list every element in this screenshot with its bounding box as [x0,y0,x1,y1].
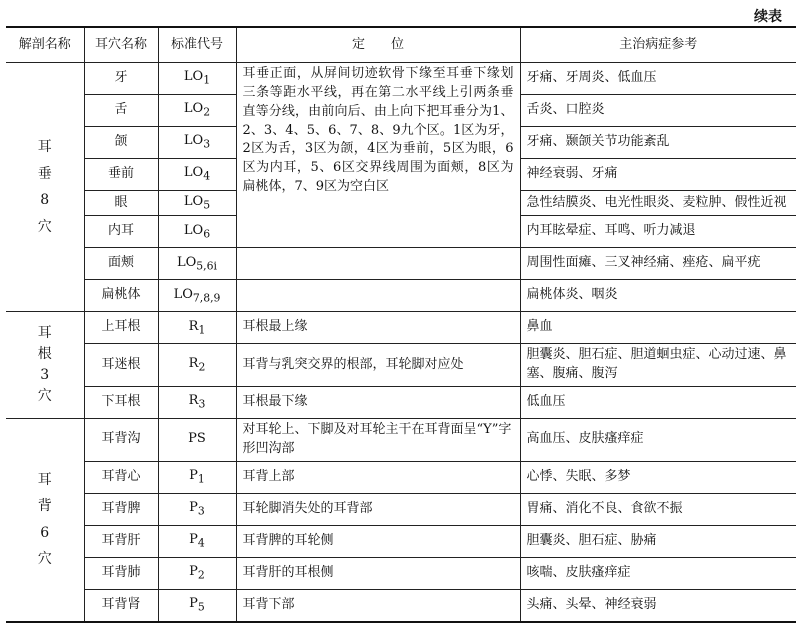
header-row [6,27,796,63]
table-row [6,461,796,493]
point-code: $R_2$ [158,344,236,387]
point-code: $R_1$ [158,312,236,344]
indication: 内耳眩晕症、耳鸣、听力减退 [520,216,796,248]
indication: 扁桃体炎、咽炎 [520,280,796,312]
point-code: $P_1$ [158,461,236,493]
point-name: 耳迷根 [84,344,158,387]
point-code: $LO_2$ [158,95,236,127]
header-location: 定 位 [236,27,520,63]
indication: 急性结膜炎、电光性眼炎、麦粒肿、假性近视 [520,191,796,216]
point-name: 颌 [84,127,158,159]
point-code: PS [158,418,236,461]
location-empty [236,248,520,280]
table-row [6,557,796,589]
location: 耳背上部 [236,461,520,493]
point-code: $LO_{7,8,9}$ [158,280,236,312]
point-code: $P_2$ [158,557,236,589]
ear-acupoint-table [6,26,796,623]
indication: 心悸、失眠、多梦 [520,461,796,493]
continued-label: 续表 [754,9,782,25]
point-name: 眼 [84,191,158,216]
table-row [6,418,796,461]
point-name: 面颊 [84,248,158,280]
point-name: 耳背心 [84,461,158,493]
point-code: $LO_4$ [158,159,236,191]
location: 耳根最下缘 [236,386,520,418]
indication: 周围性面瘫、三叉神经痛、痤疮、扁平疣 [520,248,796,280]
table-row [6,312,796,344]
location: 耳轮脚消失处的耳背部 [236,493,520,525]
point-name: 扁桃体 [84,280,158,312]
point-code: $LO_3$ [158,127,236,159]
indication: 舌炎、口腔炎 [520,95,796,127]
point-name: 耳背肝 [84,525,158,557]
point-code: $LO_1$ [158,63,236,95]
point-name: 舌 [84,95,158,127]
point-code: $LO_5$ [158,191,236,216]
section-ear-back: 耳 背 6 穴 [6,418,84,621]
location: 耳背与乳突交界的根部，耳轮脚对应处 [236,344,520,387]
table-row [6,248,796,280]
point-name: 垂前 [84,159,158,191]
location: 对耳轮上、下脚及对耳轮主干在耳背面呈“Y”字形凹沟部 [236,418,520,461]
indication: 咳喘、皮肤瘙痒症 [520,557,796,589]
indication: 鼻血 [520,312,796,344]
point-name: 牙 [84,63,158,95]
location: 耳根最上缘 [236,312,520,344]
indication: 神经衰弱、牙痛 [520,159,796,191]
indication: 胃痛、消化不良、食欲不振 [520,493,796,525]
header-anatomy: 解剖名称 [6,27,84,63]
indication: 高血压、皮肤瘙痒症 [520,418,796,461]
table-row [6,280,796,312]
point-name: 上耳根 [84,312,158,344]
table-row [6,493,796,525]
point-code: $R_3$ [158,386,236,418]
point-name: 下耳根 [84,386,158,418]
location: 耳背肝的耳根侧 [236,557,520,589]
table-row [6,525,796,557]
point-code: $LO_6$ [158,216,236,248]
location-empty [236,280,520,312]
point-name: 耳背沟 [84,418,158,461]
indication: 胆囊炎、胆石症、胁痛 [520,525,796,557]
location: 耳背脾的耳轮侧 [236,525,520,557]
section-ear-root: 耳 根 3 穴 [6,312,84,419]
section-earlobe: 耳 垂 8 穴 [6,63,84,312]
table-row [6,63,796,95]
table-row [6,386,796,418]
point-name: 耳背肾 [84,589,158,622]
header-point-name: 耳穴名称 [84,27,158,63]
location: 耳背下部 [236,589,520,622]
point-code: $P_5$ [158,589,236,622]
table-row [6,589,796,622]
indication: 头痛、头晕、神经衰弱 [520,589,796,622]
point-name: 耳背脾 [84,493,158,525]
point-code: $P_4$ [158,525,236,557]
earlobe-location: 耳垂正面，从屏间切迹软骨下缘至耳垂下缘划三条等距水平线，再在第二水平线上引两条垂直等分线，由前向后、由上向下把耳垂分为1、2、3、4、5、6、7、8、9九个区。1区为牙，2区为舌，3区为颌，4区为垂前，5区为眼，6区为内耳，5、6区交界线周围为面颊，8区为扁桃体，7、9区为空白区 [236,63,520,248]
indication: 牙痛、牙周炎、低血压 [520,63,796,95]
point-name: 内耳 [84,216,158,248]
header-indication: 主治病症参考 [520,27,796,63]
indication: 低血压 [520,386,796,418]
indication: 胆囊炎、胆石症、胆道蛔虫症、心动过速、鼻塞、腹痛、腹泻 [520,344,796,387]
header-code: 标准代号 [158,27,236,63]
point-name: 耳背肺 [84,557,158,589]
point-code: $P_3$ [158,493,236,525]
table-row [6,344,796,387]
point-code: $LO_{5,6i}$ [158,248,236,280]
indication: 牙痛、颞颌关节功能紊乱 [520,127,796,159]
